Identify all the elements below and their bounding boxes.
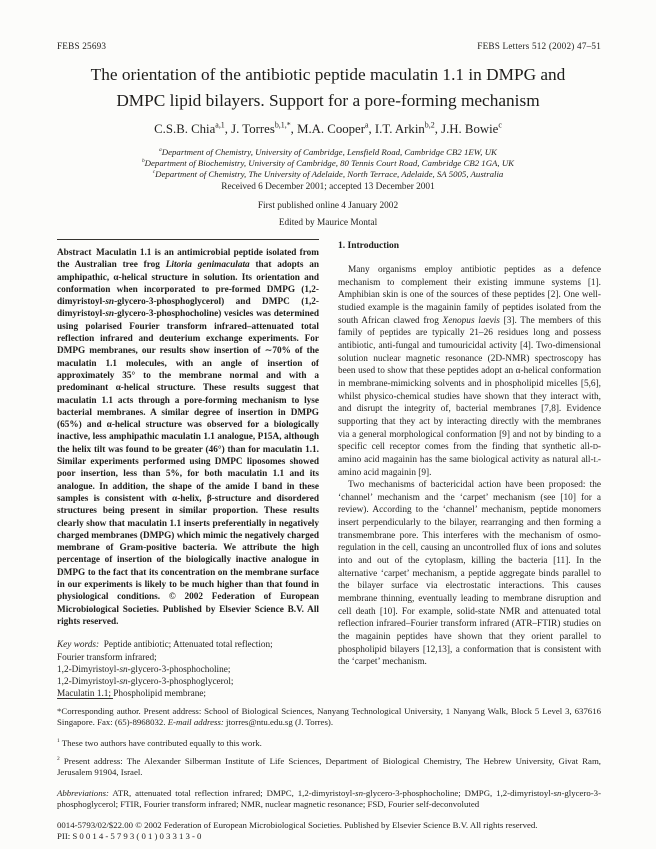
affiliation-c: $^c$Department of Chemistry, The University of Adelaide, North Terrace, Adelaide, SA 5005, Australia [152,168,504,179]
pii-label: PII: [57,831,71,841]
intro-paragraph-1: Many organisms employ antibiotic peptides as a defence mechanism to complement their existing immune systems [1]. Amphibian skin is one of the sources of these peptides [2]. One well-studied example is the magainin family of peptides isolated from the south African clawed frog Xenopus laevis [3]. The members of this family of peptides are typically 21–26 residues long and possess antibiotic, anti-fungal and tumouricidal activity [4]. Two-dimensional solution nuclear magnetic resonance (2D-NMR) spectroscopy has been used to show that these peptides adopt an α-helical conformation in membrane-mimicking solvents and in phospholipid micelles [5,6], whilst physico-chemical studies have shown that they interact with, and disrupt the integrity of, bacterial membranes [7,8]. Evidence supporting that they act by interacting directly with the membranes via a general morphological conformation [9] and not by binding to a specific cell receptor comes from the finding that synthetic all-d-amino acid magainin has the same biological activity as natural all-l-amino acid magainin [9]. [338,265,601,478]
paper-title-line-2: DMPC lipid bilayers. Support for a pore-forming mechanism [116,90,540,110]
keywords: Key words: Peptide antibiotic; Attenuated total reflection; Fourier transform infrared; 1,2-Dimyristoyl-sn-glycero-3-phosphocholine; 1,2-Dimyristoyl-sn-glycero-3-phosphoglycerol; Maculatin 1.1; Phospholipid membrane; [57,640,273,699]
published-line: First published online 4 January 2002 [257,201,399,211]
affiliations [0,147,656,180]
authors-line: C.S.B. Chia$^{a,1}$, J. Torres$^{b,1,*}$, M.A. Cooper$^a$, I.T. Arkin$^{b,2}$, J.H. Bowie$^c$ [154,120,502,136]
journal-citation: FEBS Letters 512 (2002) 47–51 [477,41,601,51]
abstract-text: Abstract Maculatin 1.1 is an antimicrobial peptide isolated from the Australian tree frog Litoria genimaculata that adopts an amphipathic, α-helical structure in solution. Its orientation and conformation when incorporated to pre-formed DMPG (1,2-dimyristoyl-sn-glycero-3-phosphoglycerol) and DMPC (1,2-dimyristoyl-sn-glycero-3-phosphocholine) vesicles was determined using polarised Fourier transform infrared–attenuated total reflection infrared and deuterium exchange experiments. For DMPG membranes, our results show insertion of ∼70% of the maculatin 1.1 molecules, with an angle of insertion of approximately 35° to the membrane normal and with a predominant α-helical structure. These results suggest that maculatin 1.1 acts through a pore-forming mechanism to lyse bacterial membranes. A similar degree of insertion in DMPG (65%) and α-helical structure was observed for a biologically inactive, less amphipathic maculatin 1.1 analogue, P15A, although the helix tilt was found to be greater (46°) than for maculatin 1.1. Similar experiments performed using DMPC liposomes showed poor insertion, less than 5%, for both maculatin 1.1 and its analogue. In addition, the shape of the amide I band in these samples is consistent with α-helix, β-structure and disordered structures being present in similar proportion. These results clearly show that maculatin 1.1 inserts preferentially in negatively charged membranes (DMPG) which mimic the negatively charged membrane of Gram-positive bacteria. We attribute the high percentage of insertion of the biologically inactive analogue in DMPG to the fact that its concentration on the membrane surface in our experiments is likely to be much higher than that found in physiological conditions. © 2002 Federation of European Microbiological Societies. Published by Elsevier Science B.V. All rights reserved. [57,248,320,627]
edited-line: Edited by Maurice Montal [278,218,378,228]
affiliation-b: $^b$Department of Biochemistry, University of Cambridge, 80 Tennis Court Road, Cambridge CB2 1GA, UK [141,157,515,168]
received-line: Received 6 December 2001; accepted 13 December 2001 [221,182,435,192]
footnote-block [57,698,601,842]
copyright-line: 0014-5793/02/$22.00 © 2002 Federation of European Microbiological Societies. Published by Elsevier Science B.V. All rights reserved. [57,820,538,830]
right-column [338,239,601,699]
footnote-rule [57,698,113,699]
abbreviations-note: Abbreviations: ATR, attenuated total reflection infrared; DMPC, 1,2-dimyristoyl-sn-glycero-3-phosphocholine; DMPG, 1,2-dimyristoyl-sn-glycero-3-phosphoglycerol; FTIR, Fourier transform infrared; NMR, nuclear magnetic resonance; FSD, Fourier self-deconvoluted [57,788,602,809]
two-column-body [57,239,601,699]
journal-code: FEBS 25693 [57,41,107,51]
pii-code: S0014-5793(01)03313-0 [72,831,204,841]
affiliation-a: $^a$Department of Chemistry, University of Cambridge, Lensfield Road, Cambridge CB2 1EW, UK [159,147,497,157]
pii-line [57,831,204,841]
footnote-present-address: $^2$ Present address: The Alexander Silberman Institute of Life Sciences, Department of Biological Chemistry, The Hebrew University, Givat Ram, Jerusalem 91904, Israel. [57,756,601,777]
section-heading-introduction: 1. Introduction [338,241,400,251]
abstract-rule-top [57,239,319,240]
footnote-equal-contribution: $^1$ These two authors have contributed equally to this work. [57,738,262,748]
paper-title [30,62,626,113]
intro-paragraph-2: Two mechanisms of bactericidal action have been proposed: the ‘channel’ mechanism and the ‘carpet’ mechanism (see [10] for a review). According to the ‘channel’ mechanism, peptide monomers insert perpendicularly to the bilayer, rearranging and then forming a transmembrane pore. This interferes with the mechanism of osmo-regulation in the cell, causing an uncontrolled flux of ions and solutes into and out of the cytoplasm, killing the bacteria [11]. In the alternative ‘carpet’ mechanism, a peptide aggregate binds parallel to the bilayer surface via electrostatic interactions. This causes membrane thinning, eventually leading to membrane disruption and cell death [10]. For example, solid-state NMR and attenuated total reflection infrared–Fourier transform infrared (ATR–FTIR) studies on the magainin peptides have shown that they orient parallel to phospholipid bilayers [12,13], a conformation that is consistent with the ‘carpet’ mechanism. [338,480,601,668]
paper-title-line-1: The orientation of the antibiotic peptide maculatin 1.1 in DMPG and [90,65,566,84]
imprint [57,820,601,842]
left-column [57,239,319,699]
corresponding-author-note: *Corresponding author. Present address: School of Biological Sciences, Nanyang Technological University, 1 Nanyang Walk, Block 5 Level 3, 637616 Singapore. Fax: (65)-8968032. E-mail address: jtorres@ntu.edu.sg (J. Torres). [57,706,601,727]
running-head [57,41,601,51]
